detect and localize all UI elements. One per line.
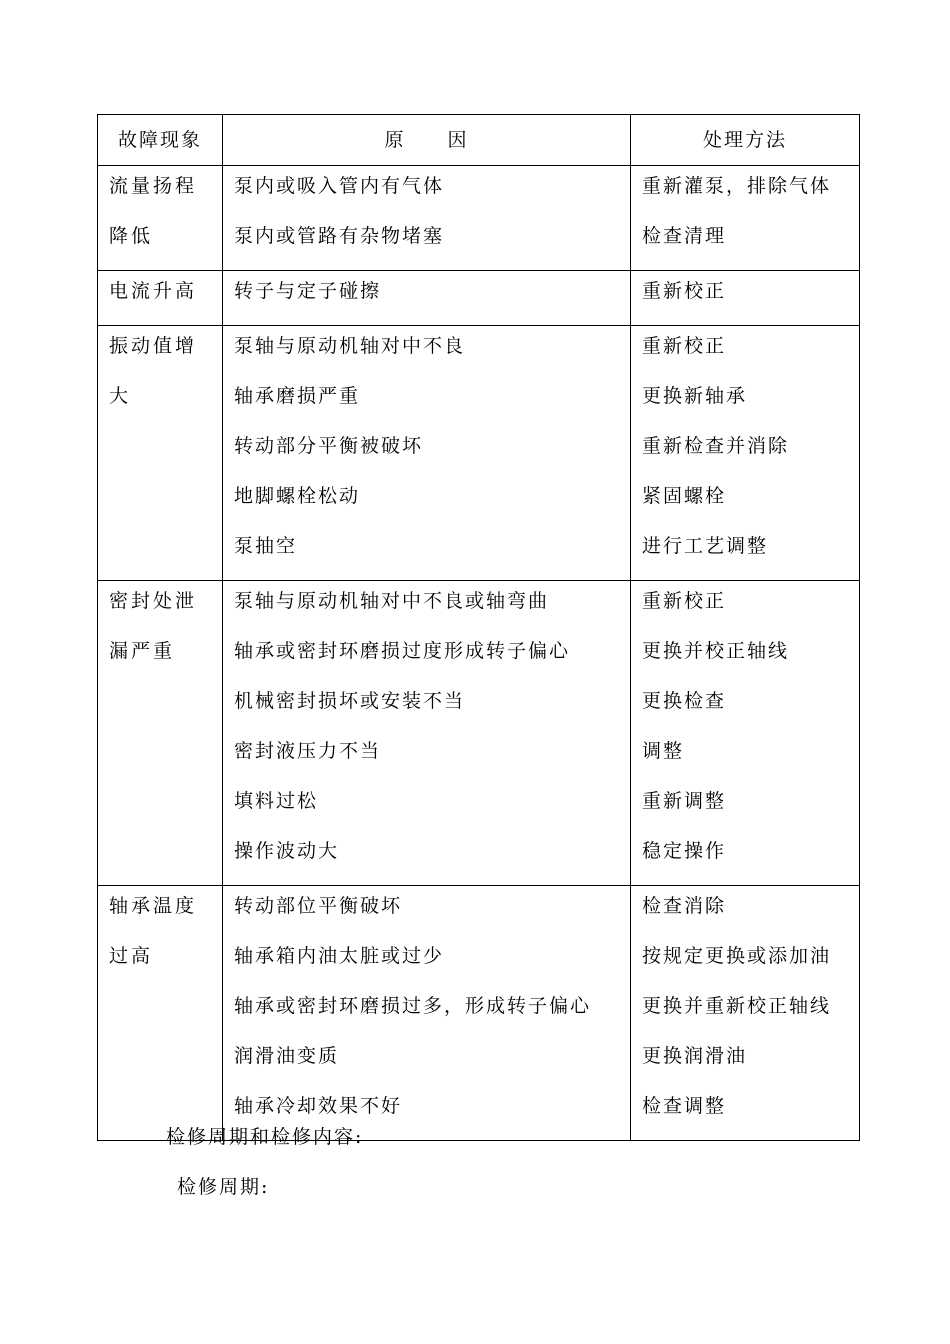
symptom-line: 过高 bbox=[109, 945, 154, 967]
remedy-line: 重新调整 bbox=[642, 790, 727, 812]
fault-table bbox=[97, 114, 860, 1141]
remedy-line: 调整 bbox=[642, 740, 685, 762]
cause-cell bbox=[223, 166, 631, 271]
cause-line: 填料过松 bbox=[234, 790, 319, 812]
remedy-line: 进行工艺调整 bbox=[642, 535, 769, 557]
maintenance-heading: 检修周期和检修内容: bbox=[166, 1126, 364, 1148]
remedy-line: 更换并校正轴线 bbox=[642, 640, 790, 662]
cause-line: 转动部分平衡被破坏 bbox=[234, 435, 424, 457]
table-row bbox=[98, 326, 860, 581]
symptom-line: 大 bbox=[109, 385, 132, 407]
symptom-line: 振动值增 bbox=[109, 335, 198, 357]
header-cause: 原 因 bbox=[223, 115, 631, 166]
remedy-line: 更换润滑油 bbox=[642, 1045, 748, 1067]
remedy-cell bbox=[631, 581, 860, 886]
cause-line: 机械密封损坏或安装不当 bbox=[234, 690, 466, 712]
symptom-line: 电流升高 bbox=[109, 280, 198, 302]
cause-line: 轴承或密封环磨损过度形成转子偏心 bbox=[234, 640, 571, 662]
remedy-line: 重新灌泵，排除气体 bbox=[642, 175, 832, 197]
remedy-line: 更换新轴承 bbox=[642, 385, 748, 407]
symptom-cell bbox=[98, 886, 223, 1141]
cause-line: 润滑油变质 bbox=[234, 1045, 340, 1067]
symptom-cell bbox=[98, 271, 223, 326]
cause-cell bbox=[223, 326, 631, 581]
table-body bbox=[98, 166, 860, 1141]
remedy-line: 紧固螺栓 bbox=[642, 485, 727, 507]
cause-line: 泵内或管路有杂物堵塞 bbox=[234, 225, 445, 247]
maintenance-period-label: 检修周期: bbox=[177, 1176, 270, 1198]
remedy-cell bbox=[631, 326, 860, 581]
cause-cell bbox=[223, 271, 631, 326]
cause-line: 轴承或密封环磨损过多，形成转子偏心 bbox=[234, 995, 592, 1017]
remedy-line: 重新校正 bbox=[642, 280, 727, 302]
remedy-cell bbox=[631, 886, 860, 1141]
cause-line: 泵轴与原动机轴对中不良 bbox=[234, 335, 466, 357]
cause-line: 泵抽空 bbox=[234, 535, 298, 557]
table-header-row bbox=[98, 115, 860, 166]
cause-line: 轴承冷却效果不好 bbox=[234, 1095, 403, 1117]
table-row bbox=[98, 886, 860, 1141]
symptom-line: 降低 bbox=[109, 225, 154, 247]
symptom-cell bbox=[98, 581, 223, 886]
cause-line: 转子与定子碰擦 bbox=[234, 280, 382, 302]
cause-line: 泵轴与原动机轴对中不良或轴弯曲 bbox=[234, 590, 550, 612]
symptom-cell bbox=[98, 326, 223, 581]
cause-cell bbox=[223, 886, 631, 1141]
table-row bbox=[98, 271, 860, 326]
cause-line: 密封液压力不当 bbox=[234, 740, 382, 762]
table-row bbox=[98, 581, 860, 886]
remedy-line: 检查调整 bbox=[642, 1095, 727, 1117]
symptom-line: 轴承温度 bbox=[109, 895, 198, 917]
remedy-line: 检查消除 bbox=[642, 895, 727, 917]
symptom-line: 流量扬程 bbox=[109, 175, 198, 197]
cause-line: 操作波动大 bbox=[234, 840, 340, 862]
cause-line: 地脚螺栓松动 bbox=[234, 485, 361, 507]
remedy-line: 更换检查 bbox=[642, 690, 727, 712]
cause-cell bbox=[223, 581, 631, 886]
symptom-line: 密封处泄 bbox=[109, 590, 198, 612]
remedy-line: 更换并重新校正轴线 bbox=[642, 995, 832, 1017]
symptom-cell bbox=[98, 166, 223, 271]
remedy-cell bbox=[631, 166, 860, 271]
cause-line: 泵内或吸入管内有气体 bbox=[234, 175, 445, 197]
cause-line: 转动部位平衡破坏 bbox=[234, 895, 403, 917]
cause-line: 轴承磨损严重 bbox=[234, 385, 361, 407]
cause-line: 轴承箱内油太脏或过少 bbox=[234, 945, 445, 967]
remedy-line: 重新校正 bbox=[642, 590, 727, 612]
remedy-line: 检查清理 bbox=[642, 225, 727, 247]
remedy-line: 重新校正 bbox=[642, 335, 727, 357]
remedy-cell bbox=[631, 271, 860, 326]
remedy-line: 按规定更换或添加油 bbox=[642, 945, 832, 967]
symptom-line: 漏严重 bbox=[109, 640, 176, 662]
remedy-line: 重新检查并消除 bbox=[642, 435, 790, 457]
header-remedy: 处理方法 bbox=[631, 115, 860, 166]
remedy-line: 稳定操作 bbox=[642, 840, 727, 862]
header-symptom: 故障现象 bbox=[98, 115, 223, 166]
table-row bbox=[98, 166, 860, 271]
